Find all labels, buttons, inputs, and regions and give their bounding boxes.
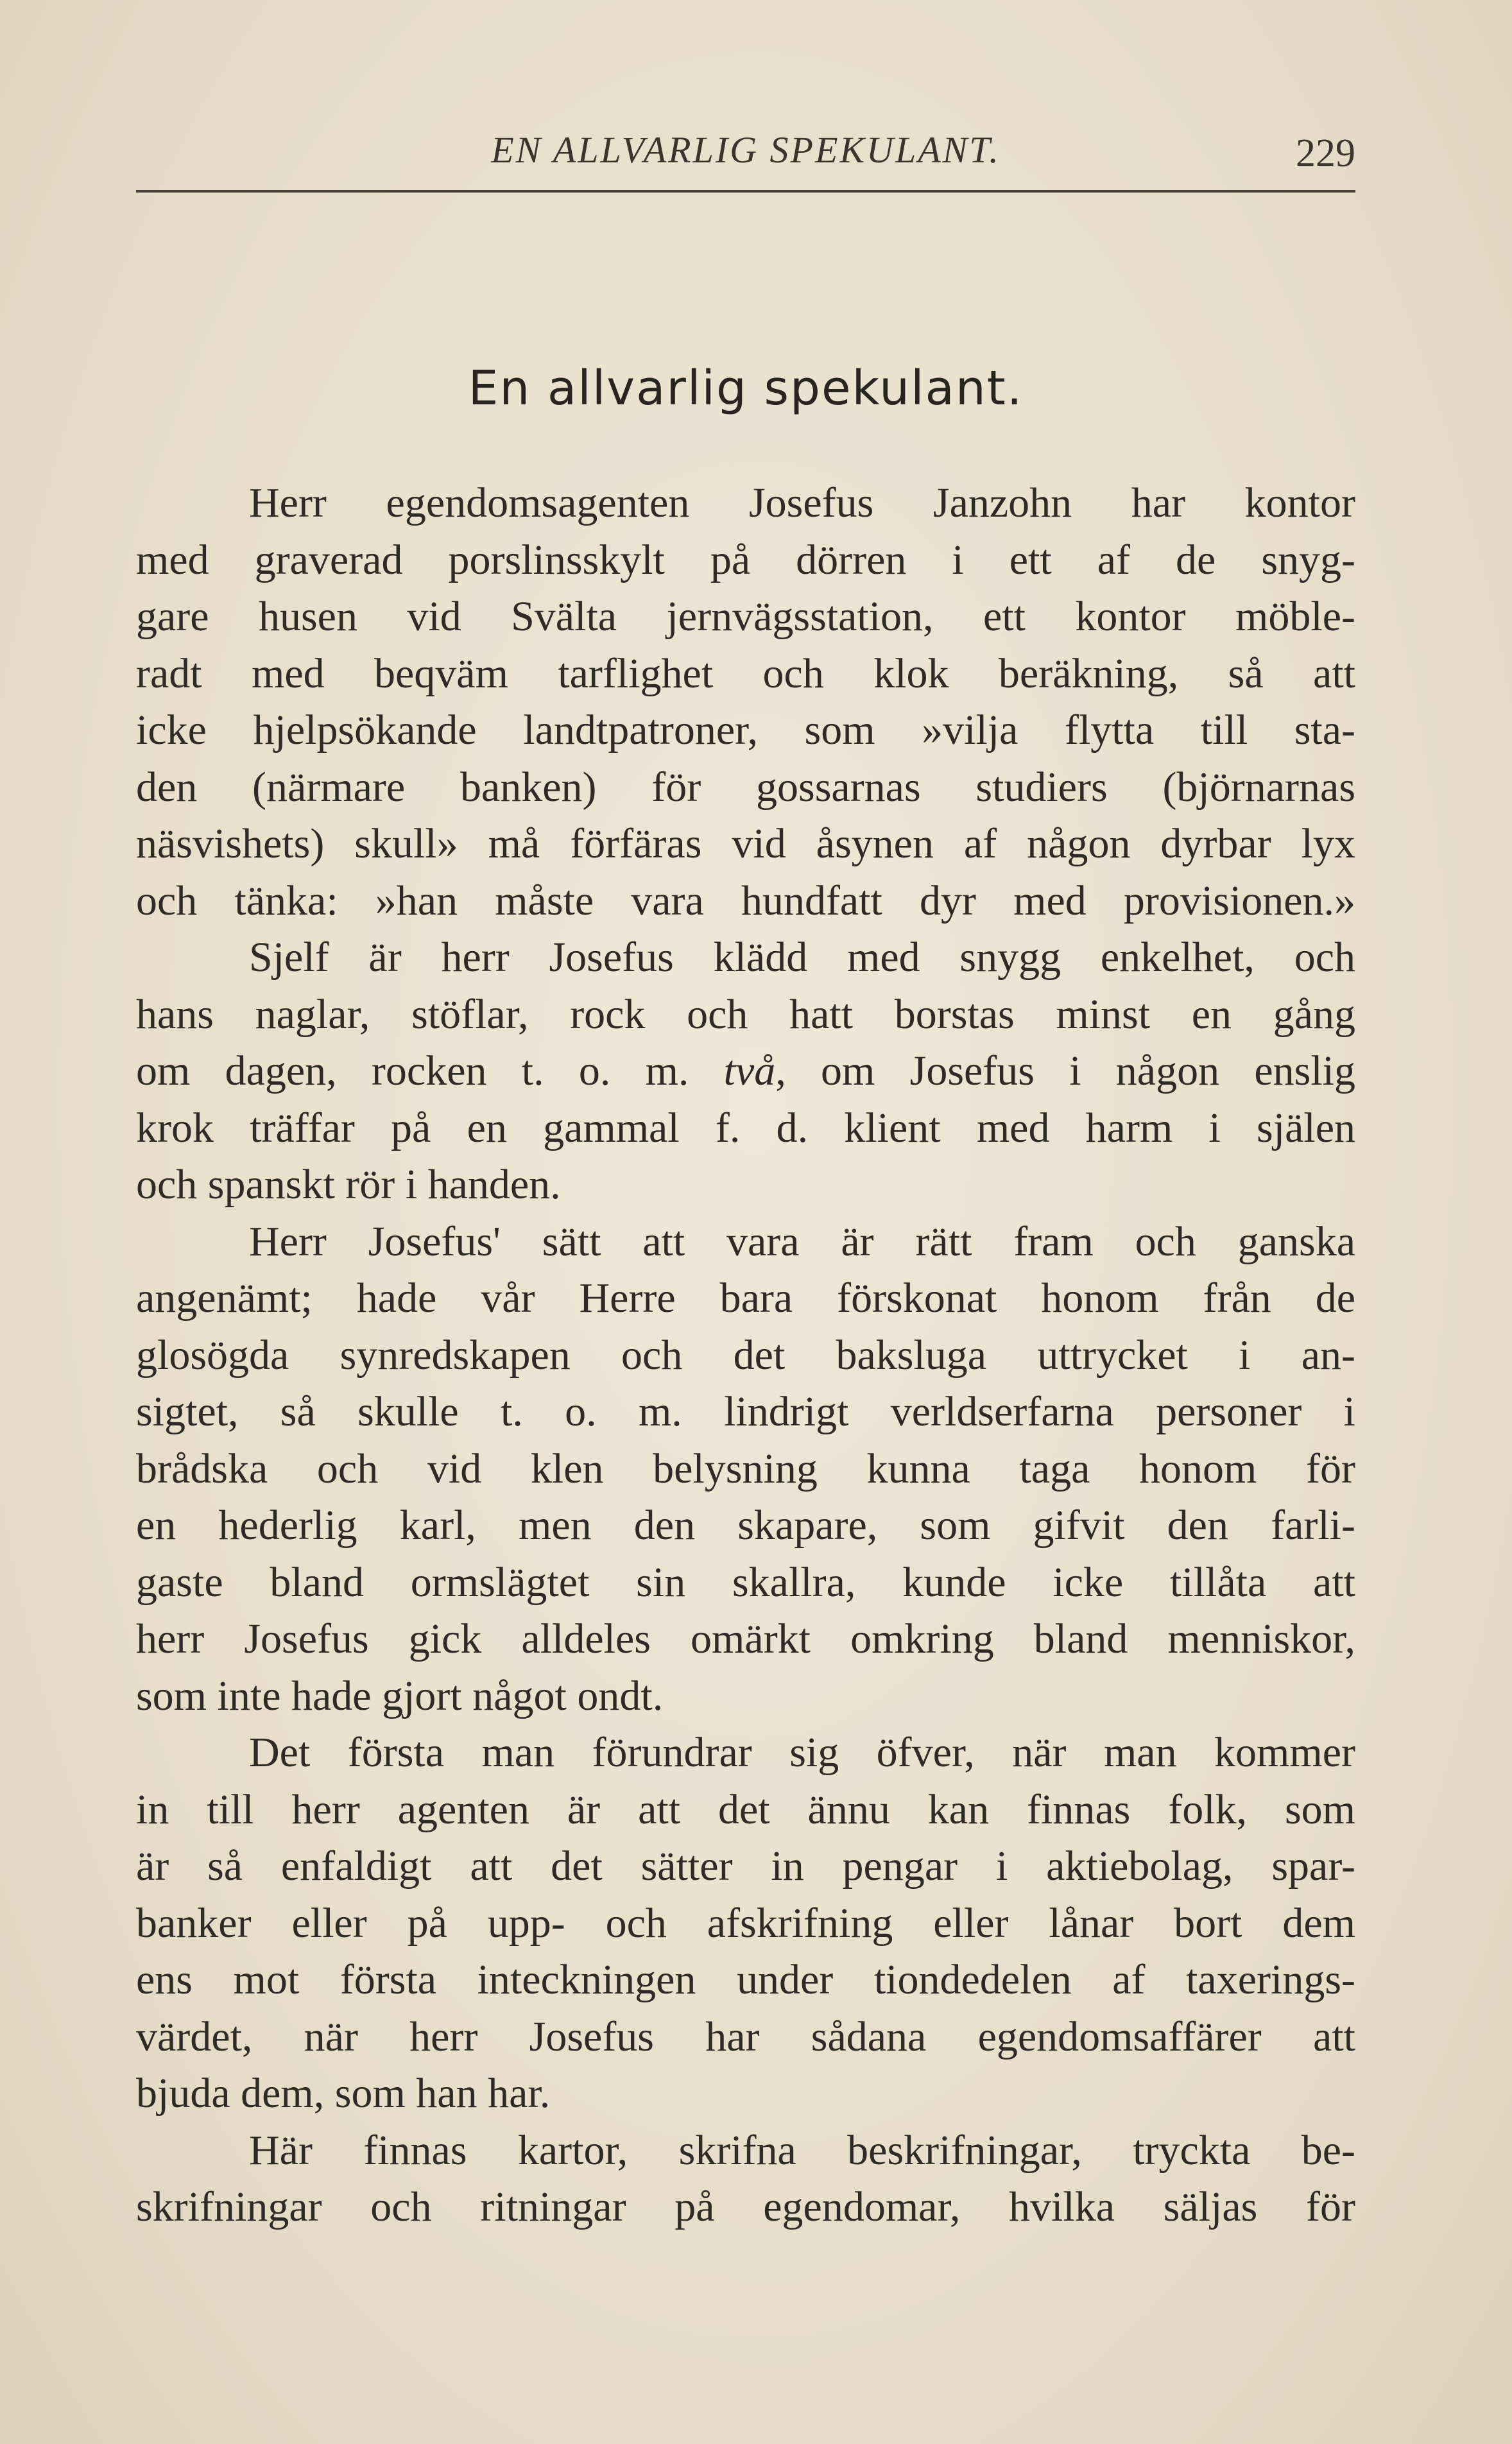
text-line: brådska och vid klen belysning kunna taga honom för xyxy=(136,1445,1355,1492)
text-line: herr Josefus gick alldeles omärkt omkring bland menniskor, xyxy=(136,1615,1355,1662)
running-title: EN ALLVARLIG SPEKULANT. xyxy=(491,129,1001,171)
text-line: som inte hade gjort något ondt. xyxy=(136,1672,664,1719)
text-line: gaste bland ormslägtet sin skallra, kunde icke tillåta att xyxy=(136,1558,1355,1606)
text-line: sigtet, så skulle t. o. m. lindrigt verldserfarna personer i xyxy=(136,1388,1355,1435)
text-line: näsvishets) skull» må förfäras vid åsynen af någon dyrbar lyx xyxy=(136,820,1355,867)
text-line: angenämt; hade vår Herre bara förskonat honom från de xyxy=(136,1275,1355,1321)
body-text xyxy=(136,475,1355,2236)
italic-word: två xyxy=(723,1047,776,1094)
text-line: Det första man förundrar sig öfver, när man kommer xyxy=(249,1729,1355,1776)
text-line-mixed xyxy=(136,1043,1355,1100)
text-line: krok träffar på en gammal f. d. klient med harm i själen xyxy=(136,1104,1355,1151)
text-line: den (närmare banken) för gossarnas studiers (björnarnas xyxy=(136,763,1355,811)
text-line: är så enfaldigt att det sätter in pengar i aktiebolag, spar- xyxy=(136,1843,1355,1889)
text-line: bjuda dem, som han har. xyxy=(136,2070,551,2117)
running-header xyxy=(136,119,1355,177)
text-line: radt med beqväm tarflighet och klok beräkning, så att xyxy=(136,650,1355,697)
text-line: en hederlig karl, men den skapare, som gifvit den farli- xyxy=(136,1502,1355,1549)
text-line: och tänka: »han måste vara hundfatt dyr med provisionen.» xyxy=(136,877,1355,924)
page-number: 229 xyxy=(1296,132,1355,175)
text-line: Här finnas kartor, skrifna beskrifningar, tryckta be- xyxy=(249,2126,1355,2174)
text-line: Herr Josefus' sätt att vara är rätt fram och ganska xyxy=(249,1218,1355,1265)
text-fragment: om dagen, rocken t. o. m. xyxy=(136,1047,689,1094)
text-line: gare husen vid Svälta jernvägsstation, ett kontor möble- xyxy=(136,593,1355,640)
text-line: banker eller på upp- och afskrifning eller lånar bort dem xyxy=(136,1899,1355,1947)
text-line: glosögda synredskapen och det baksluga uttrycket i an- xyxy=(136,1331,1355,1379)
text-line: ens mot första inteckningen under tiondedelen af taxerings- xyxy=(136,1956,1355,2003)
text-line: Sjelf är herr Josefus klädd med snygg enkelhet, och xyxy=(249,934,1355,981)
text-line: hans naglar, stöflar, rock och hatt borstas minst en gång xyxy=(136,990,1355,1038)
text-line: icke hjelpsökande landtpatroner, som »vilja flytta till sta- xyxy=(136,707,1355,753)
text-fragment: , om Josefus i någon enslig xyxy=(775,1047,1356,1094)
text-line: och spanskt rör i handen. xyxy=(136,1161,561,1208)
header-rule xyxy=(136,190,1355,193)
text-line: in till herr agenten är att det ännu kan finnas folk, som xyxy=(136,1786,1355,1833)
text-line: värdet, när herr Josefus har sådana egendomsaffärer att xyxy=(136,2013,1355,2060)
text-line: skrifningar och ritningar på egendomar, hvilka säljas för xyxy=(136,2183,1355,2230)
text-line: med graverad porslinsskylt på dörren i ett af de snyg- xyxy=(136,536,1355,583)
text-line: Herr egendomsagenten Josefus Janzohn har kontor xyxy=(249,479,1355,526)
chapter-title: En allvarlig spekulant. xyxy=(468,361,1024,416)
